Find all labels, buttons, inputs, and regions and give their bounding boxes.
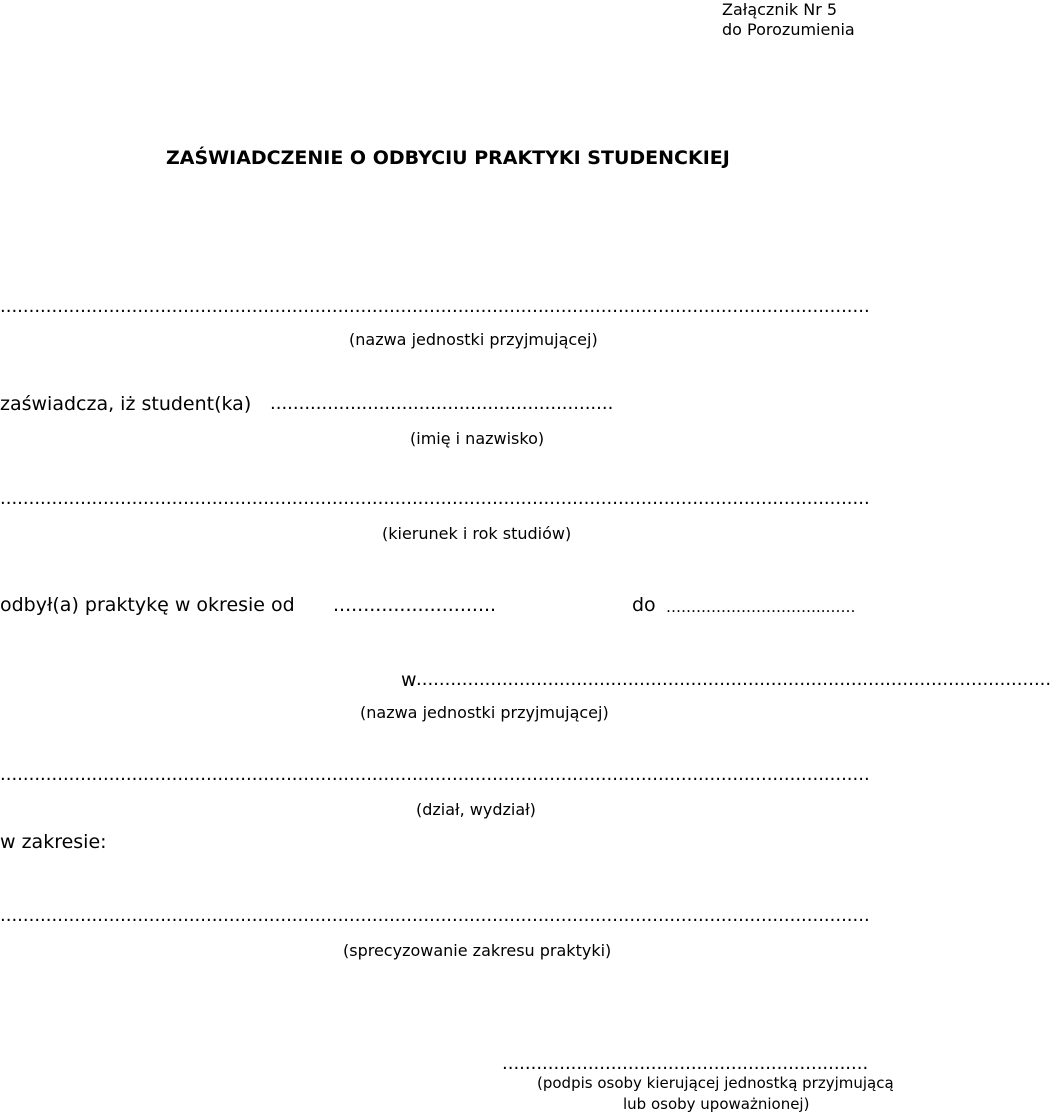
annex-number: Załącznik Nr 5	[722, 0, 838, 19]
signature-line: ................................................................	[502, 1053, 869, 1074]
major-caption: (kierunek i rok studiów)	[382, 524, 572, 543]
major-line: ........................................................................................................................................................	[0, 488, 870, 509]
signature-caption-line2: lub osoby upoważnionej)	[623, 1095, 810, 1113]
signature-caption-line1: (podpis osoby kierującej jednostką przyjmującą	[537, 1074, 894, 1092]
document-title: ZAŚWIADCZENIE O ODBYCIU PRAKTYKI STUDENCKIEJ	[166, 147, 730, 169]
period-label: odbył(a) praktykę w okresie od	[0, 594, 295, 616]
scope-line: ........................................................................................................................................................	[0, 905, 870, 926]
unit-name-caption: (nazwa jednostki przyjmującej)	[349, 330, 598, 349]
period-to-label: do	[632, 594, 656, 616]
student-name-line: ............................................................	[270, 393, 614, 414]
period-from-line: ...........................	[333, 594, 497, 616]
at-unit-line: ...............................................................................................................	[416, 669, 1051, 690]
annex-agreement: do Porozumienia	[722, 20, 855, 39]
period-to-line: …………………………..……	[666, 598, 856, 616]
scope-label: w zakresie:	[0, 831, 107, 853]
at-label: w	[401, 669, 417, 691]
at-unit-caption: (nazwa jednostki przyjmującej)	[360, 703, 609, 722]
unit-name-line: ........................................................................................................................................................	[0, 296, 870, 317]
scope-caption: (sprecyzowanie zakresu praktyki)	[343, 941, 612, 960]
student-name-caption: (imię i nazwisko)	[410, 429, 545, 448]
certifies-label: zaświadcza, iż student(ka)	[0, 393, 252, 415]
department-line: ........................................................................................................................................................	[0, 764, 870, 785]
department-caption: (dział, wydział)	[416, 800, 536, 819]
